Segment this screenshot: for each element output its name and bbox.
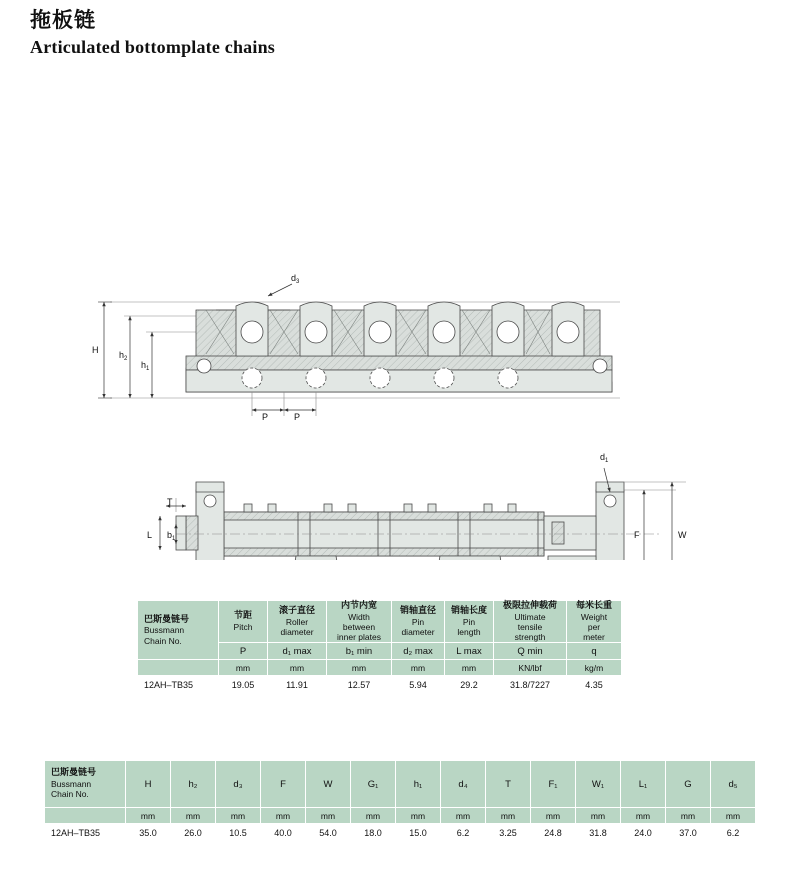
header-cn-pin-length: 销轴长度 xyxy=(450,606,487,617)
page-title-english: Articulated bottomplate chains xyxy=(30,37,275,58)
table2-row0-F: 40.0 xyxy=(261,824,306,843)
table2-symbol-W1: W₁ xyxy=(576,761,621,808)
table1-symbol-pitch: P xyxy=(219,643,268,660)
table1-unit-pin-diameter: mm xyxy=(392,660,445,676)
table2-unit-W1: mm xyxy=(576,808,621,824)
header-cn-tensile: 极限拉伸载荷 xyxy=(502,601,557,611)
header-en-tensile-2: tensile xyxy=(517,621,543,632)
header-cn-chain-no: 巴斯曼链号 xyxy=(144,614,190,625)
header-cn-roller-diameter: 滚子直径 xyxy=(278,606,315,617)
label-d1: $d_1$ xyxy=(600,452,609,464)
table2-header-cn: 巴斯曼链号 xyxy=(51,768,97,779)
header-en-tensile-1: Ultimate xyxy=(514,611,546,622)
table1-header-chain-no xyxy=(138,601,219,660)
table1-row0-pin-length: 29.2 xyxy=(445,676,494,695)
header-en-inner-1: Width xyxy=(348,611,370,622)
table2-unit-G: mm xyxy=(666,808,711,824)
table2-row0-L1: 24.0 xyxy=(621,824,666,843)
table1-row0-weight: 4.35 xyxy=(567,676,622,695)
table2-symbol-d3: d₃ xyxy=(216,761,261,808)
page-title-chinese: 拖板链 xyxy=(30,9,96,32)
label-T: T xyxy=(167,497,173,507)
label-b1: $b_1$ xyxy=(167,530,176,542)
table1-unit-row xyxy=(138,660,622,676)
table2-row0-F1: 24.8 xyxy=(531,824,576,843)
label-H: H xyxy=(92,345,99,355)
header-en-chain-no-2: Chain No. xyxy=(144,635,182,646)
table2-header-chain-no xyxy=(45,761,126,808)
table-row xyxy=(45,824,756,843)
label-d3: $d_3$ xyxy=(291,273,300,285)
chain-drawing-svg xyxy=(0,120,800,560)
table2-unit-F: mm xyxy=(261,808,306,824)
table1-row0-tensile: 31.8/7227 xyxy=(494,676,567,695)
spec-table-dimensions xyxy=(44,760,756,843)
table2-row0-name: 12AH–TB35 xyxy=(45,824,126,843)
header-en-pitch-1: Pitch xyxy=(233,621,253,632)
header-en-pinl-1: Pin xyxy=(462,616,476,627)
label-F: F xyxy=(634,530,640,540)
label-h1: $h_1$ xyxy=(141,360,150,372)
table1-symbol-tensile: Q min xyxy=(494,643,567,660)
table2-symbol-F1: F₁ xyxy=(531,761,576,808)
header-cn-inner-width: 内节内宽 xyxy=(340,601,377,611)
table2-unit-row xyxy=(45,808,756,824)
table2-symbol-H: H xyxy=(126,761,171,808)
header-cn-pitch: 节距 xyxy=(233,611,252,622)
header-en-weight-3: meter xyxy=(583,632,605,643)
technical-drawing xyxy=(0,120,800,560)
table2-symbol-row xyxy=(45,761,756,808)
table2-unit-H: mm xyxy=(126,808,171,824)
header-en-roller-2: diameter xyxy=(280,627,314,638)
table1-header-inner-width xyxy=(327,601,392,643)
table1-header-row xyxy=(138,601,622,643)
table2-unit-h2: mm xyxy=(171,808,216,824)
table2-row0-G: 37.0 xyxy=(666,824,711,843)
table2-row0-d4: 6.2 xyxy=(441,824,486,843)
page-header xyxy=(30,8,275,60)
specification-table-2 xyxy=(44,760,756,843)
table1-unit-pin-length: mm xyxy=(445,660,494,676)
table2-unit-d3: mm xyxy=(216,808,261,824)
table2-symbol-G1: G₁ xyxy=(351,761,396,808)
table2-symbol-d4: d₄ xyxy=(441,761,486,808)
specification-table-1 xyxy=(137,600,622,695)
table2-unit-G1: mm xyxy=(351,808,396,824)
table2-header-en-1: Bussmann xyxy=(51,779,92,790)
table2-row0-h2: 26.0 xyxy=(171,824,216,843)
table1-header-roller-diameter xyxy=(268,601,327,643)
table2-row0-H: 35.0 xyxy=(126,824,171,843)
table2-row0-W: 54.0 xyxy=(306,824,351,843)
table2-unit-h1: mm xyxy=(396,808,441,824)
table2-symbol-F: F xyxy=(261,761,306,808)
header-en-inner-2: between xyxy=(342,621,376,632)
table1-unit-roller: mm xyxy=(268,660,327,676)
header-en-chain-no-1: Bussmann xyxy=(144,625,185,636)
table1-row0-roller: 11.91 xyxy=(268,676,327,695)
table2-unit-blank xyxy=(45,808,126,824)
table1-symbol-pin-diameter: d₂ max xyxy=(392,643,445,660)
header-en-pinl-2: length xyxy=(457,627,481,638)
table2-unit-d5: mm xyxy=(711,808,756,824)
header-cn-pin-diameter: 销轴直径 xyxy=(399,606,436,617)
spec-table-main xyxy=(137,600,622,695)
label-h2: $h_2$ xyxy=(119,350,128,362)
table2-symbol-d5: d₅ xyxy=(711,761,756,808)
header-en-pind-2: diameter xyxy=(401,627,435,638)
header-en-weight-2: per xyxy=(587,621,601,632)
table1-unit-inner-width: mm xyxy=(327,660,392,676)
table2-row0-W1: 31.8 xyxy=(576,824,621,843)
header-cn-weight: 每米长重 xyxy=(575,601,612,611)
table1-row0-name: 12AH–TB35 xyxy=(138,676,219,695)
table1-symbol-weight: q xyxy=(567,643,622,660)
header-en-roller-1: Roller xyxy=(285,616,309,627)
header-en-inner-3: inner plates xyxy=(337,632,381,643)
table2-row0-d5: 6.2 xyxy=(711,824,756,843)
table2-unit-W: mm xyxy=(306,808,351,824)
table1-row0-inner-width: 12.57 xyxy=(327,676,392,695)
table2-row0-d3: 10.5 xyxy=(216,824,261,843)
label-W: W xyxy=(678,530,687,540)
table2-symbol-G: G xyxy=(666,761,711,808)
table2-row0-h1: 15.0 xyxy=(396,824,441,843)
table2-header-en-2: Chain No. xyxy=(51,789,89,800)
label-L: L xyxy=(147,530,153,540)
header-en-tensile-3: strength xyxy=(514,632,546,643)
label-P-1: P xyxy=(262,412,269,422)
table1-row0-pin-diameter: 5.94 xyxy=(392,676,445,695)
table1-row0-pitch: 19.05 xyxy=(219,676,268,695)
table1-header-pin-length xyxy=(445,601,494,643)
table2-symbol-h1: h₁ xyxy=(396,761,441,808)
table1-header-pitch xyxy=(219,601,268,643)
table1-symbol-roller: d₁ max xyxy=(268,643,327,660)
table1-symbol-inner-width: b₁ min xyxy=(327,643,392,660)
table2-symbol-T: T xyxy=(486,761,531,808)
table2-unit-d4: mm xyxy=(441,808,486,824)
table1-header-tensile xyxy=(494,601,567,643)
table1-unit-chain-no xyxy=(138,660,219,676)
table2-symbol-W: W xyxy=(306,761,351,808)
table2-row0-G1: 18.0 xyxy=(351,824,396,843)
header-en-pind-1: Pin xyxy=(411,616,425,627)
table1-unit-tensile: KN/lbf xyxy=(494,660,567,676)
label-P-2: P xyxy=(294,412,301,422)
table2-symbol-L1: L₁ xyxy=(621,761,666,808)
table1-symbol-pin-length: L max xyxy=(445,643,494,660)
table1-header-weight xyxy=(567,601,622,643)
table2-unit-F1: mm xyxy=(531,808,576,824)
table2-symbol-h2: h₂ xyxy=(171,761,216,808)
table2-unit-T: mm xyxy=(486,808,531,824)
table1-header-pin-diameter xyxy=(392,601,445,643)
table1-unit-weight: kg/m xyxy=(567,660,622,676)
table2-unit-L1: mm xyxy=(621,808,666,824)
table2-row0-T: 3.25 xyxy=(486,824,531,843)
table-row xyxy=(138,676,622,695)
header-en-weight-1: Weight xyxy=(580,611,608,622)
table1-unit-pitch: mm xyxy=(219,660,268,676)
